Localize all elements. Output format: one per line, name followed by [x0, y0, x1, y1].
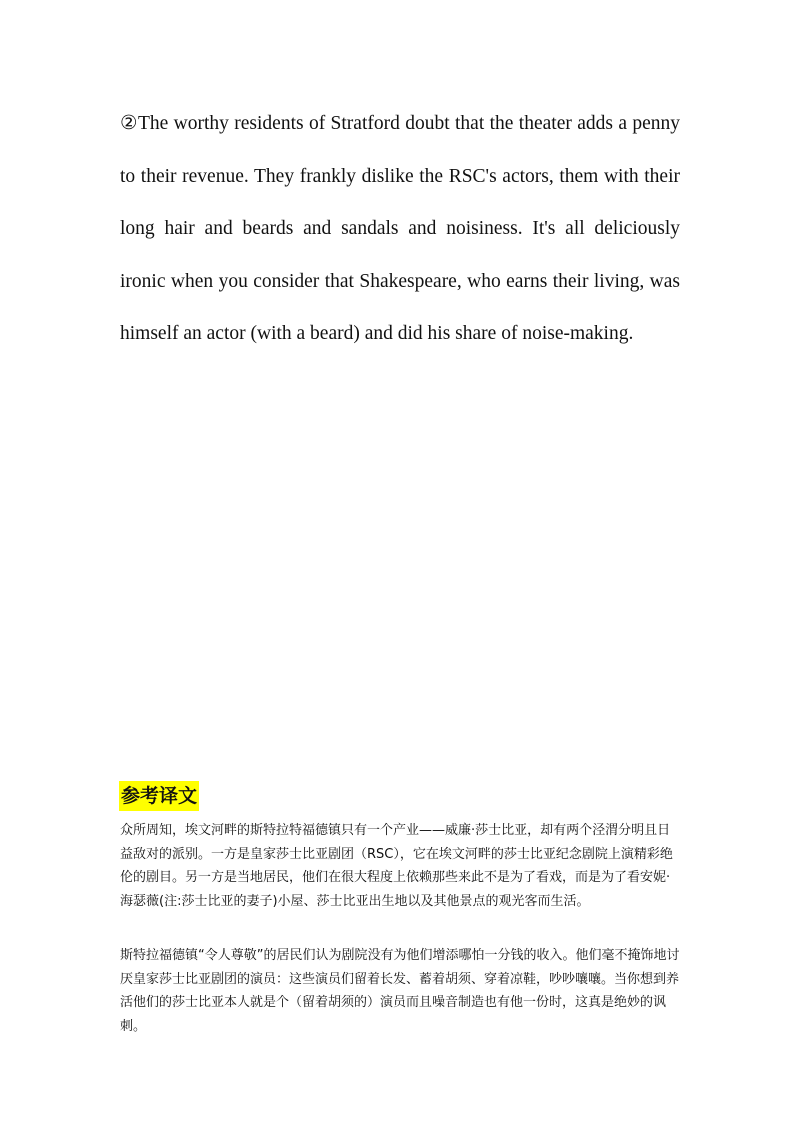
reference-translation-heading: 参考译文: [119, 781, 199, 811]
translation-paragraph-2: 斯特拉福德镇“令人尊敬”的居民们认为剧院没有为他们增添哪怕一分钱的收入。他们毫不掩饰地讨厌皇家莎士比亚剧团的演员：这些演员们留着长发、蓄着胡须、穿着凉鞋，吵吵嚷嚷。当你想到养活他们的莎士比亚本人就是个（留着胡须的）演员而且噪音制造也有他一份时，这真是绝妙的讽刺。: [120, 948, 680, 1034]
english-paragraph-2: ②The worthy residents of Stratford doubt that the theater adds a penny to their revenue. They frankly dislike the RSC's actors, them with their long hair and beards and sandals and noisiness. It's all deliciously ironic when you consider that Shakespeare, who earns their living, was himself an actor (with a beard) and did his share of noise-making.: [120, 113, 680, 344]
translation-paragraph-1: 众所周知，埃文河畔的斯特拉特福德镇只有一个产业——威廉·莎士比亚，却有两个泾渭分明且日益敌对的派别。一方是皇家莎士比亚剧团（RSC），它在埃文河畔的莎士比亚纪念剧院上演精彩绝伦的剧目。另一方是当地居民，他们在很大程度上依赖那些来此不是为了看戏，而是为了看安妮·海瑟薇(注:莎士比亚的妻子)小屋、莎士比亚出生地以及其他景点的观光客而生活。: [120, 823, 673, 909]
